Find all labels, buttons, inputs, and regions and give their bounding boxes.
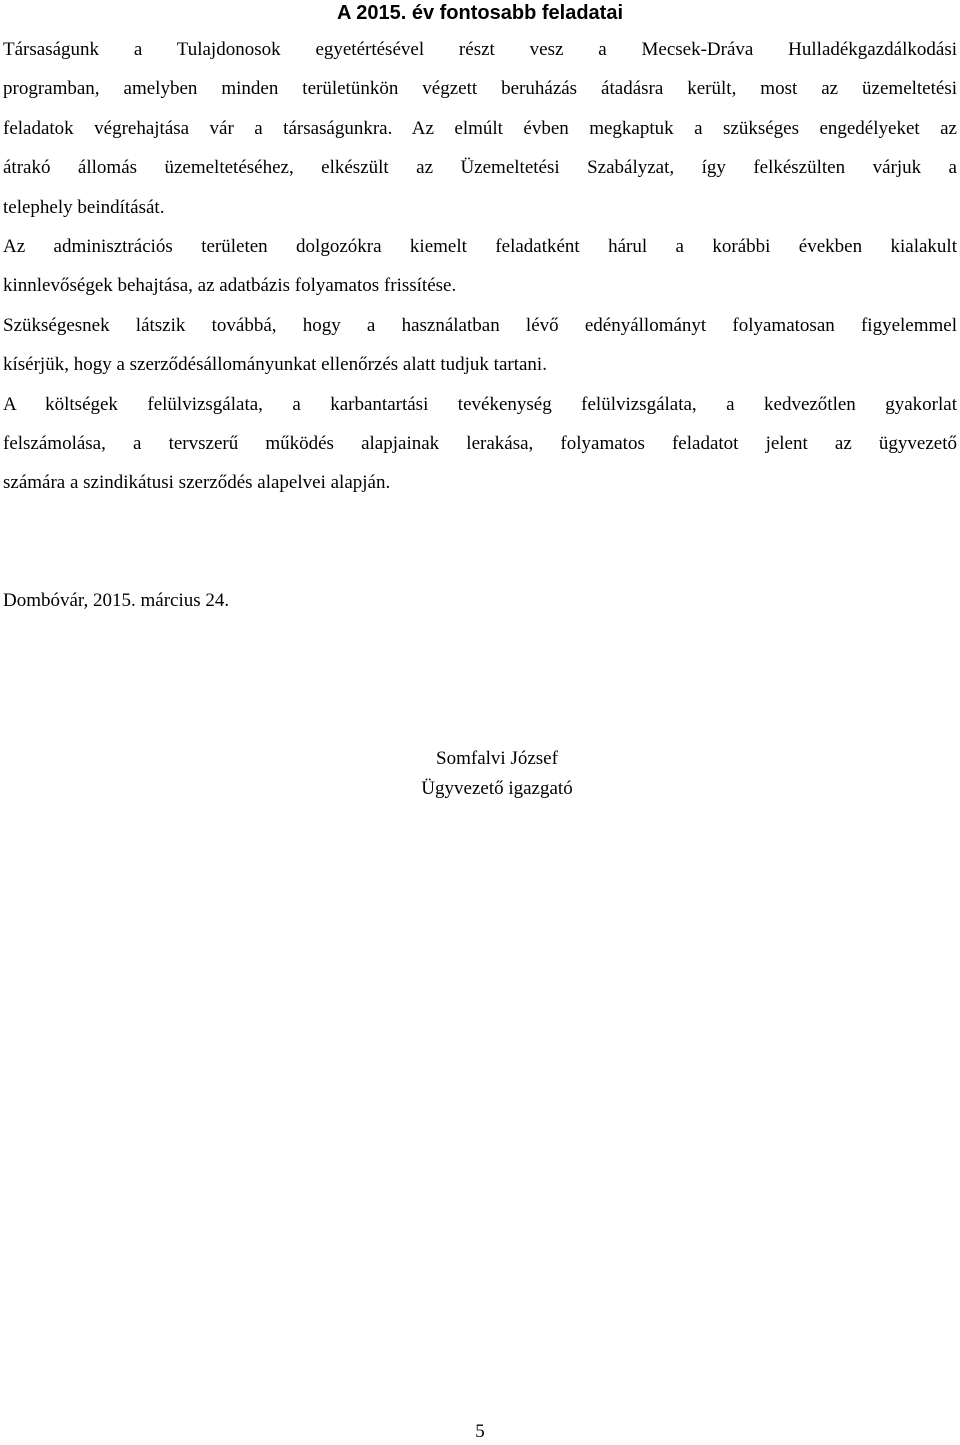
paragraph-container-inventory xyxy=(3,306,957,385)
text-line: feladatok végrehajtása vár a társaságunkra. Az elmúlt évben megkaptuk a szükséges engedélyeket az xyxy=(3,117,957,139)
text-line: átrakó állomás üzemeltetéséhez, elkészült az Üzemeltetési Szabályzat, így felkészülten várjuk a xyxy=(3,157,957,179)
document-body xyxy=(3,30,957,503)
text-line: Társaságunk a Tulajdonosok egyetértésével részt vesz a Mecsek-Dráva Hulladékgazdálkodási xyxy=(3,39,957,60)
text-line: A költségek felülvizsgálata, a karbantartási tevékenység felülvizsgálata, a kedvezőtlen gyakorlat xyxy=(3,393,957,415)
text-line: programban, amelyben minden területünkön végzett beruházás átadásra került, most az üzemeltetési xyxy=(3,78,957,100)
page-number: 5 xyxy=(475,1421,485,1442)
paragraph-cost-review xyxy=(3,385,957,503)
text-line: kísérjük, hogy a szerződésállományunkat ellenőrzés alatt tudjuk tartani. xyxy=(3,354,547,376)
signatory-position: Ügyvezető igazgató xyxy=(421,778,573,799)
signatory-name: Somfalvi József xyxy=(436,748,558,769)
paragraph-administration xyxy=(3,227,957,306)
text-line: számára a szindikátusi szerződés alapelvei alapján. xyxy=(3,472,391,494)
document-title: A 2015. év fontosabb feladatai xyxy=(336,2,623,24)
text-line: felszámolása, a tervszerű működés alapjainak lerakása, folyamatos feladatot jelent az ügyvezető xyxy=(3,433,957,455)
text-line: telephely beindítását. xyxy=(3,196,165,218)
signature-block xyxy=(0,744,960,804)
text-line: Szükségesnek látszik továbbá, hogy a használatban lévő edényállományt folyamatosan figyelemmel xyxy=(3,314,957,336)
text-line: Az adminisztrációs területen dolgozókra kiemelt feladatként hárul a korábbi években kialakult xyxy=(3,236,957,258)
date-line: Dombóvár, 2015. március 24. xyxy=(3,590,230,611)
paragraph-waste-program xyxy=(3,30,957,227)
text-line: kinnlevőségek behajtása, az adatbázis folyamatos frissítése. xyxy=(3,275,457,297)
